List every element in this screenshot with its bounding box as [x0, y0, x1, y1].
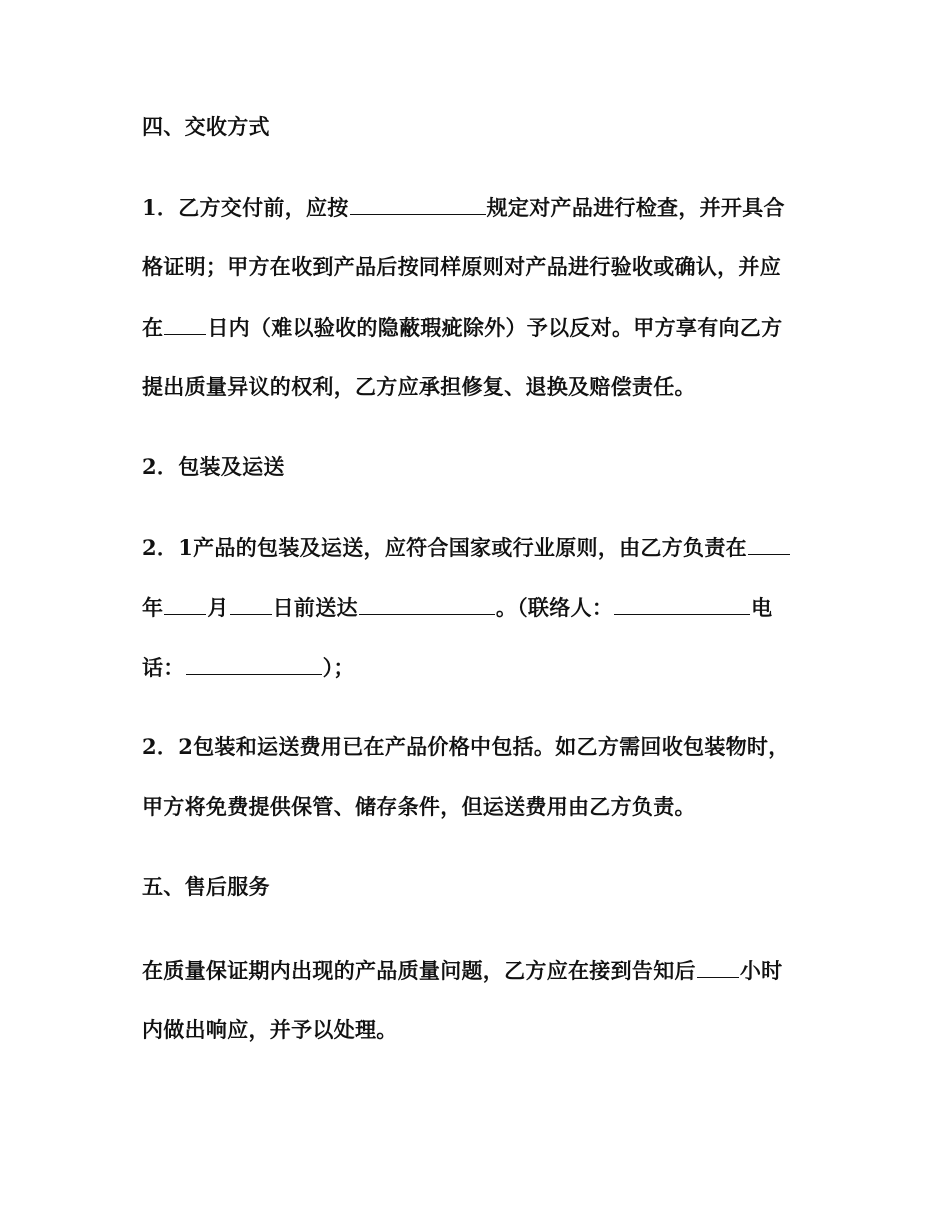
paragraph-line	[142, 592, 802, 623]
subsection-heading	[142, 452, 802, 482]
blank-field	[230, 592, 272, 615]
text-segment: 提出质量异议的权利，乙方应承担修复、退换及赔偿责任。	[142, 374, 696, 399]
blank-field	[164, 312, 206, 335]
paragraph-line	[142, 732, 802, 762]
paragraph-line	[142, 312, 802, 343]
text-segment: 甲方将免费提供保管、储存条件，但运送费用由乙方负责。	[142, 794, 696, 819]
paragraph-line	[142, 955, 802, 986]
text-segment: 2．2包装和运送费用已在产品价格中包括。如乙方需回收包装物时，	[142, 734, 790, 759]
text-segment: 年 月 日前送达 。（联络人： 电	[142, 595, 772, 620]
blank-field	[359, 592, 495, 615]
blank-field	[614, 592, 750, 615]
text-segment: 1．乙方交付前，应按 规定对产品进行检查，并开具合	[142, 192, 785, 223]
text-segment: 内做出响应，并予以处理。	[142, 1017, 398, 1042]
blank-field	[697, 955, 739, 978]
text-segment: 在 日内（难以验收的隐蔽瑕疵除外）予以反对。甲方享有向乙方	[142, 315, 782, 340]
paragraph-line	[142, 372, 802, 402]
paragraph-line	[142, 192, 802, 223]
text-segment: 2．1产品的包装及运送，应符合国家或行业原则，由乙方负责在	[142, 535, 791, 560]
paragraph-line	[142, 252, 802, 282]
blank-field	[186, 652, 322, 675]
blank-field	[164, 592, 206, 615]
paragraph-line	[142, 532, 802, 563]
paragraph-line	[142, 792, 802, 822]
blank-field	[748, 532, 790, 555]
section-heading-5	[142, 872, 802, 902]
blank-field	[350, 192, 486, 215]
section-heading-5-text: 五、售后服务	[142, 874, 270, 899]
text-segment: 话： ）；	[142, 655, 355, 680]
paragraph-line	[142, 652, 802, 683]
text-segment: 在质量保证期内出现的产品质量问题，乙方应在接到告知后 小时	[142, 958, 782, 983]
paragraph-line	[142, 1015, 802, 1045]
section-heading-4-text: 四、交收方式	[142, 114, 270, 139]
text-segment: 格证明；甲方在收到产品后按同样原则对产品进行验收或确认，并应	[142, 254, 781, 279]
section-heading-4	[142, 112, 802, 142]
subsection-heading-text: 2．包装及运送	[142, 454, 285, 479]
